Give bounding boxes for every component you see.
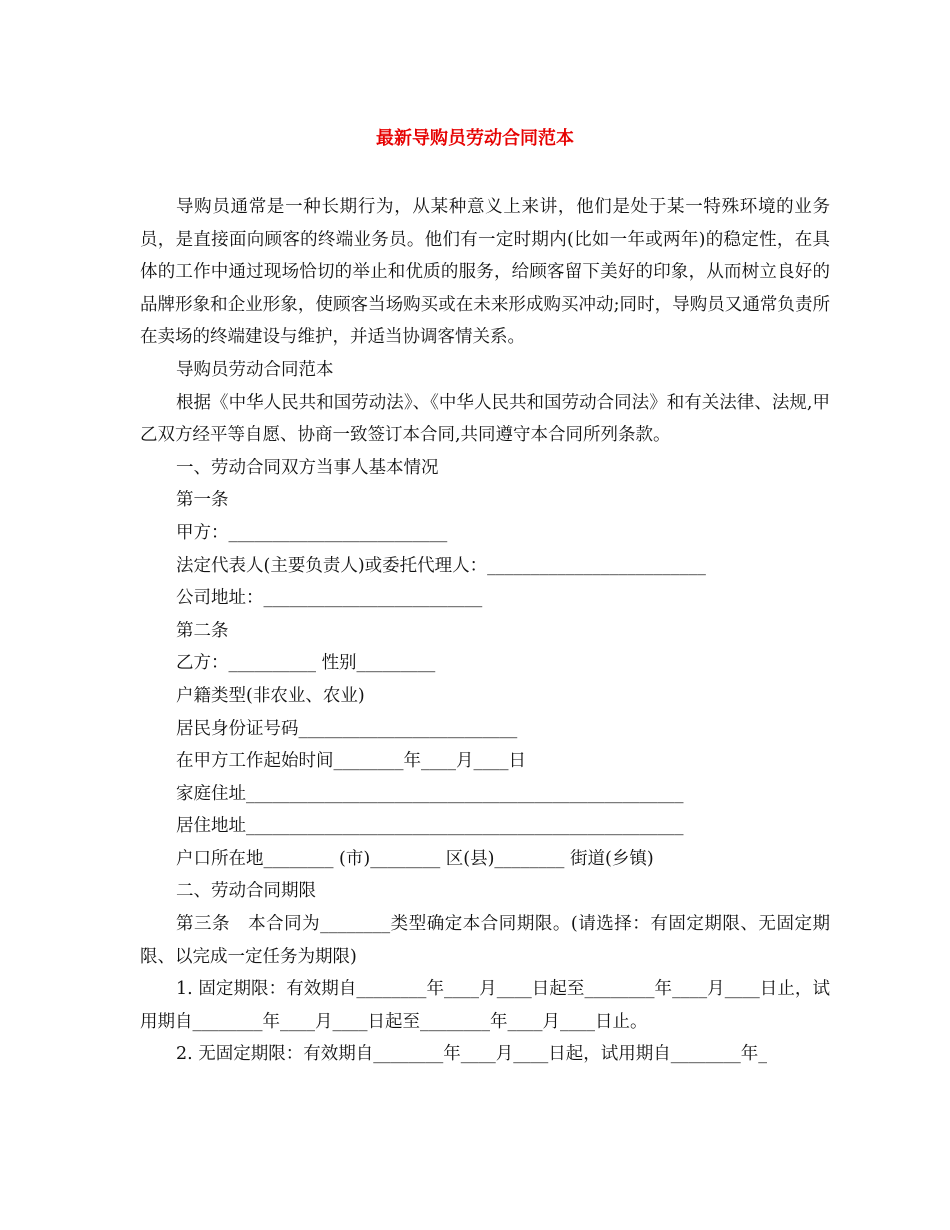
section-2-heading: 二、劳动合同期限 [176,881,316,902]
hukou-location-field: 户口所在地________ (市)________ 区(县)________ 街道(乡镇) [176,848,654,869]
household-type-field: 户籍类型(非农业、农业) [176,685,365,706]
legal-rep-field: 法定代表人(主要负责人)或委托代理人：_________________________ [176,555,706,576]
document-title: 最新导购员劳动合同范本 [376,128,574,149]
intro-paragraph: 导购员通常是一种长期行为，从某种意义上来讲，他们是处于某一特殊环境的业务员，是直接面向顾客的终端业务员。他们有一定时期内(比如一年或两年)的稳定性，在具体的工作中通过现场恰切的举止和优质的服务，给顾客留下美好的印象，从而树立良好的品牌形象和企业形象，使顾客当场购买或在未来形成购买冲动;同时，导购员又通常负责所在卖场的终端建设与维护，并适当协调客情关系。 [140,197,830,348]
party-b-field: 乙方：__________ 性别_________ [176,653,436,674]
basis-paragraph: 根据《中华人民共和国劳动法》、《中华人民共和国劳动合同法》和有关法律、法规,甲乙双方经平等自愿、协商一致签订本合同,共同遵守本合同所列条款。 [140,392,830,446]
section-1-heading: 一、劳动合同双方当事人基本情况 [176,457,439,478]
article-1: 第一条 [176,490,229,511]
id-number-field: 居民身份证号码_________________________ [176,718,518,739]
company-address-field: 公司地址：_________________________ [176,588,483,609]
party-a-field: 甲方：_________________________ [176,522,448,543]
document-body [140,191,830,1071]
article-2: 第二条 [176,620,229,641]
article-3: 第三条 本合同为________类型确定本合同期限。(请选择：有固定期限、无固定期限、以完成一定任务为期限) [140,914,830,967]
item-1: 1. 固定期限：有效期自________年____月____日起至________年____月____日止，试用期自________年____月____日起至________年____月____日止。 [140,979,830,1032]
residence-address-field: 居住地址__________________________________________________ [176,816,684,837]
start-date-field: 在甲方工作起始时间________年____月____日 [176,751,526,772]
home-address-field: 家庭住址__________________________________________________ [176,783,684,804]
subtitle: 导购员劳动合同范本 [176,359,334,380]
item-2: 2. 无固定期限：有效期自________年____月____日起，试用期自________年_ [176,1044,768,1065]
